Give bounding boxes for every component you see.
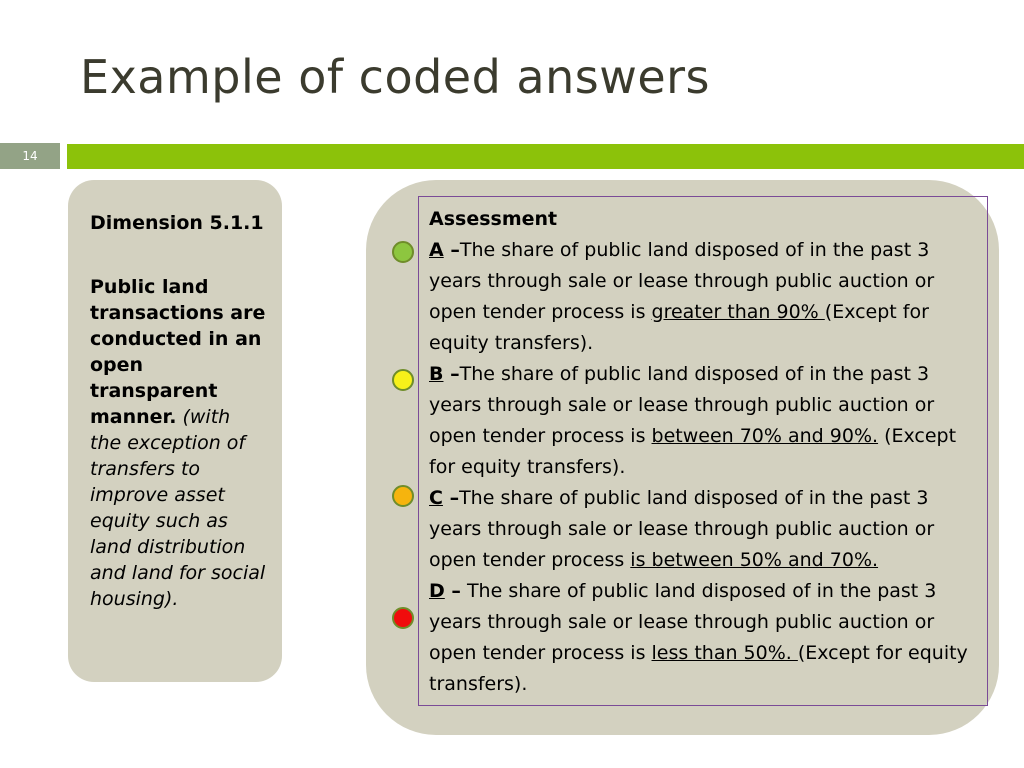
grade-a-note: (Except for equity transfers). <box>429 301 929 354</box>
grade-d-threshold: less than 50%. <box>651 642 798 664</box>
grade-d-letter: D <box>429 580 445 602</box>
dimension-statement: Public land transactions are conducted in an open transparent manner. <box>90 276 266 428</box>
dimension-statement-block <box>90 274 266 612</box>
grade-b-dash: – <box>450 363 460 385</box>
assessment-heading: Assessment <box>429 208 558 230</box>
grade-c-threshold: is between 50% and 70%. <box>630 549 879 571</box>
assessment-text <box>429 204 985 700</box>
grade-b-item <box>429 359 985 483</box>
grade-a-text: The share of public land disposed of in the past 3 years through sale or lease through public auction or open tender process is <box>429 239 935 323</box>
grade-d-item <box>429 576 985 700</box>
grade-a-dash: – <box>450 239 460 261</box>
grade-c-text: The share of public land disposed of in the past 3 years through sale or lease through public auction or open tender process <box>429 487 935 571</box>
grade-c-letter: C <box>429 487 443 509</box>
grade-d-dash: – <box>451 580 461 602</box>
grade-d-indicator-icon <box>392 607 414 629</box>
grade-a-letter: A <box>429 239 444 261</box>
grade-c-dash: – <box>449 487 460 509</box>
grade-a-item <box>429 235 985 359</box>
dimension-label: Dimension 5.1.1 <box>90 212 264 234</box>
grade-b-threshold: between 70% and 90%. <box>651 425 879 447</box>
grade-b-text: The share of public land disposed of in the past 3 years through sale or lease through public auction or open tender process is <box>429 363 935 447</box>
grade-c-item <box>429 483 985 576</box>
title-accent-bar <box>67 144 1024 169</box>
grade-a-indicator-icon <box>392 241 414 263</box>
dimension-note: (with the exception of transfers to improve asset equity such as land distribution and land for social housing). <box>90 406 266 610</box>
grade-d-note: (Except for equity transfers). <box>429 642 968 695</box>
grade-b-letter: B <box>429 363 444 385</box>
grade-b-note: (Except for equity transfers). <box>429 425 957 478</box>
grade-b-indicator-icon <box>392 369 414 391</box>
grade-a-threshold: greater than 90% <box>651 301 825 323</box>
grade-d-text: The share of public land disposed of in the past 3 years through sale or lease through public auction or open tender process is <box>429 580 937 664</box>
dimension-text <box>90 210 266 612</box>
slide-number: 14 <box>0 143 60 169</box>
slide-title: Example of coded answers <box>80 50 711 104</box>
grade-c-indicator-icon <box>392 485 414 507</box>
